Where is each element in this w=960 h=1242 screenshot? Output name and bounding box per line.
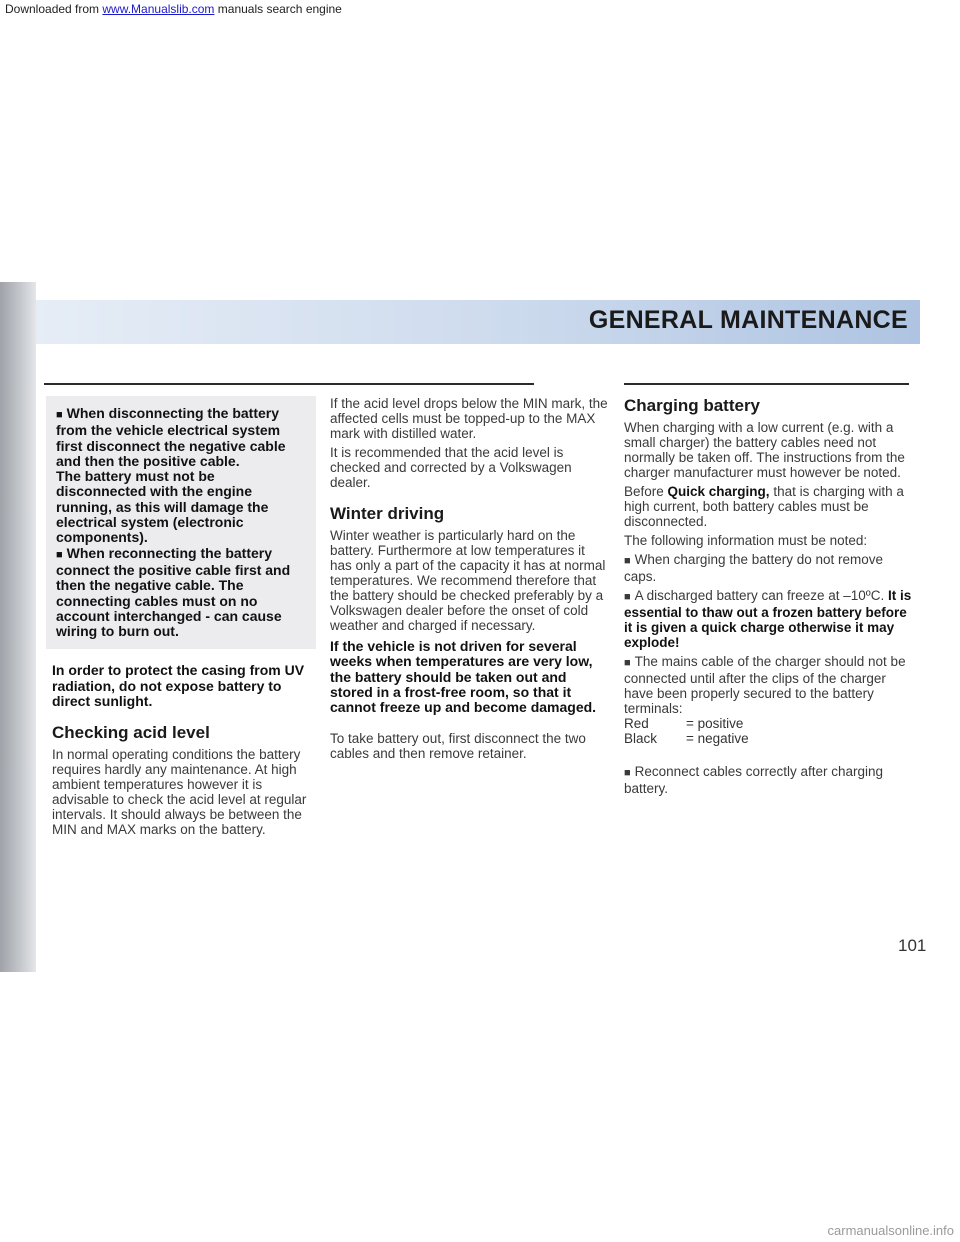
uv-note: In order to protect the casing from UV radiation, do not expose battery to direct sunlight. bbox=[52, 662, 305, 710]
banner-title: GENERAL MAINTENANCE bbox=[588, 306, 908, 334]
manualslib-link[interactable]: www.Manualslib.com bbox=[102, 2, 215, 16]
storage-warning: If the vehicle is not driven for several weeks when temperatures are very low, the battery should be taken out and stored in a frost-free room, so that it cannot freeze up and become damaged. bbox=[330, 638, 597, 716]
divider-right bbox=[624, 383, 909, 385]
quick-charging-paragraph: Before Quick charging, that is charging with a high current, both battery cables must be disconnected. bbox=[624, 484, 904, 529]
low-current-paragraph: When charging with a low current (e.g. with a small charger) the battery cables need not normally be taken off. The instructions from the charger manufacturer must however be noted. bbox=[624, 420, 905, 480]
warning-line: The battery must not be disconnected with the engine running, as this will damage the electrical system (electronic components). bbox=[56, 468, 269, 546]
heading-winter-driving: Winter driving bbox=[330, 504, 445, 523]
removal-paragraph: To take battery out, first disconnect the two cables and then remove retainer. bbox=[330, 731, 586, 762]
winter-paragraph: Winter weather is particularly hard on the battery. Furthermore at low temperatures it has only a part of the capacity it has at normal temperatures. We recommend therefore that the battery should be checked preferably by a Volkswagen dealer before the onset of cold weather and charged if necessary. bbox=[330, 528, 606, 633]
column-right bbox=[624, 396, 912, 796]
bullet-remove-caps: ■ When charging the battery do not remove caps. bbox=[624, 552, 884, 584]
heading-charging-battery: Charging battery bbox=[624, 396, 761, 415]
terminal-red: Red = positive bbox=[624, 716, 744, 731]
warning-line: ■ When disconnecting the battery from the vehicle electrical system first disconnect the negative cable and then the positive cable. bbox=[56, 405, 286, 469]
top-up-paragraph: If the acid level drops below the MIN mark, the affected cells must be topped-up to the MAX mark with distilled water. bbox=[330, 396, 608, 441]
bullet-icon: ■ bbox=[56, 409, 63, 421]
watermark-footer: carmanualsonline.info bbox=[827, 1223, 954, 1238]
page-edge-strip bbox=[0, 282, 36, 972]
info-intro: The following information must be noted: bbox=[624, 533, 868, 548]
bullet-icon: ■ bbox=[624, 657, 631, 669]
divider-left bbox=[44, 383, 534, 385]
column-left bbox=[52, 396, 314, 837]
bullet-icon: ■ bbox=[56, 548, 63, 561]
warning-box bbox=[46, 396, 316, 649]
acid-level-paragraph: In normal operating conditions the battery requires hardly any maintenance. At high ambient temperatures however it is advisable to check the acid level at regular intervals. It should always be between the MIN and MAX marks on the battery. bbox=[52, 747, 307, 838]
bullet-reconnect: ■ Reconnect cables correctly after charging battery. bbox=[624, 764, 884, 796]
download-note-prefix: Downloaded from bbox=[5, 2, 103, 16]
download-note-suffix: manuals search engine bbox=[214, 2, 342, 16]
bullet-mains-cable: ■ The mains cable of the charger should not be connected until after the clips of the charger have been properly secured to the battery terminals: bbox=[624, 654, 906, 716]
warning-line: ■ When reconnecting the battery connect the positive cable first and then the negative cable. The connecting cables must on no account interchanged - can cause wiring to burn out. bbox=[56, 544, 291, 640]
bullet-icon: ■ bbox=[624, 767, 631, 779]
bullet-icon: ■ bbox=[624, 591, 631, 603]
column-middle bbox=[330, 396, 608, 761]
page-number: 101 bbox=[898, 936, 927, 955]
bullet-freeze-warning: ■ A discharged battery can freeze at –10ºC. It is essential to thaw out a frozen battery before it is given a quick charge otherwise it may explode! bbox=[624, 588, 912, 650]
section-banner bbox=[36, 300, 920, 344]
dealer-check-paragraph: It is recommended that the acid level is checked and corrected by a Volkswagen dealer. bbox=[330, 445, 572, 490]
bullet-icon: ■ bbox=[624, 555, 631, 567]
heading-checking-acid-level: Checking acid level bbox=[52, 723, 210, 743]
download-source-note bbox=[5, 2, 342, 16]
terminal-black: Black = negative bbox=[624, 731, 749, 746]
